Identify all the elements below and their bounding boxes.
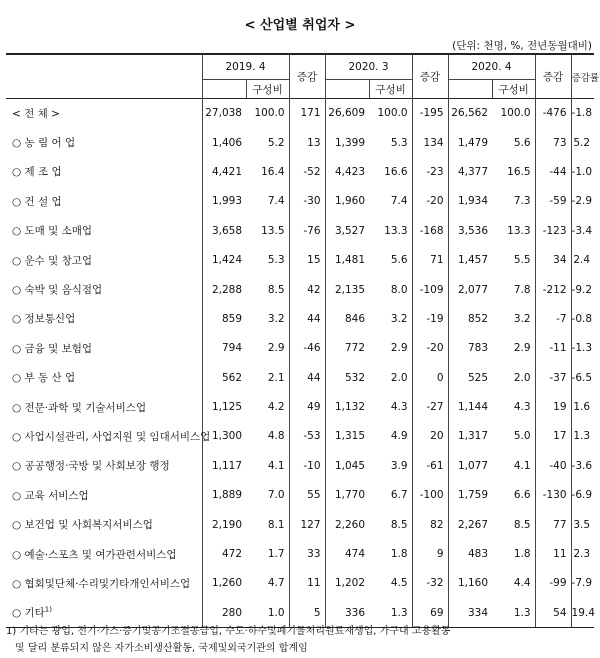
value-cell: 1,960 xyxy=(325,187,369,216)
value-cell: 1,317 xyxy=(448,422,492,451)
value-cell: 1,889 xyxy=(202,481,246,510)
industry-label: ○ 정보통신업 xyxy=(12,313,76,326)
value-cell: 2,260 xyxy=(325,510,369,539)
value-cell: 16.4 xyxy=(261,165,285,178)
value-cell: 100.0 xyxy=(377,107,408,120)
value-cell: 4.1 xyxy=(513,459,531,472)
value-cell: -30 xyxy=(289,187,325,216)
value-cell: 73 xyxy=(535,128,571,157)
value-cell: 4.1 xyxy=(267,459,285,472)
value-cell: 9 xyxy=(412,539,448,568)
value-cell: 7.3 xyxy=(513,195,531,208)
value-cell: -44 xyxy=(535,157,571,186)
value-cell: 1,424 xyxy=(202,245,246,274)
value-cell: -37 xyxy=(535,363,571,392)
value-cell: 1.6 xyxy=(571,392,594,421)
value-cell: 49 xyxy=(289,392,325,421)
value-cell: 4.7 xyxy=(267,577,285,590)
value-cell: 27,038 xyxy=(202,99,246,128)
value-cell: -23 xyxy=(412,157,448,186)
value-cell: 54 xyxy=(535,598,571,627)
industry-label: ○ 협회및단체·수리및기타개인서비스업 xyxy=(12,577,191,590)
value-cell: 1,260 xyxy=(202,569,246,598)
industry-label: ○ 농 림 어 업 xyxy=(12,137,76,150)
value-cell: 8.5 xyxy=(390,518,408,531)
industry-label: ○ 예술·스포츠 및 여가관련서비스업 xyxy=(12,548,177,561)
value-cell: -0.8 xyxy=(571,304,594,333)
value-cell: 13.3 xyxy=(507,224,531,237)
table-row xyxy=(6,363,594,392)
industry-label: < 전 체 > xyxy=(12,107,60,120)
table-row xyxy=(6,422,594,451)
value-cell: -53 xyxy=(289,422,325,451)
value-cell: 846 xyxy=(325,304,369,333)
value-cell: -1.3 xyxy=(571,334,594,363)
value-cell: 7.4 xyxy=(267,195,285,208)
industry-label: ○ 건 설 업 xyxy=(12,195,62,208)
industry-label: ○ 보건업 및 사회복지서비스업 xyxy=(12,519,153,532)
value-cell: 8.0 xyxy=(390,283,408,296)
change-header: 증감 xyxy=(535,54,571,99)
value-cell: -76 xyxy=(289,216,325,245)
value-cell: -32 xyxy=(412,569,448,598)
value-cell: -3.6 xyxy=(571,451,594,480)
value-cell: 280 xyxy=(202,598,246,627)
value-cell: 44 xyxy=(289,304,325,333)
value-cell: 2.9 xyxy=(513,342,531,355)
table-row xyxy=(6,539,594,568)
value-cell: -99 xyxy=(535,569,571,598)
table-row xyxy=(6,304,594,333)
value-cell: 15 xyxy=(289,245,325,274)
value-cell: 1,045 xyxy=(325,451,369,480)
share-header: 구성비 xyxy=(369,80,412,99)
value-cell: 483 xyxy=(448,539,492,568)
value-cell: 8.5 xyxy=(513,518,531,531)
value-cell: 1,144 xyxy=(448,392,492,421)
value-cell: 1,125 xyxy=(202,392,246,421)
value-cell: 1,315 xyxy=(325,422,369,451)
value-cell: -61 xyxy=(412,451,448,480)
value-cell: 474 xyxy=(325,539,369,568)
share-header: 구성비 xyxy=(246,80,289,99)
table-row xyxy=(6,451,594,480)
value-cell: 1,479 xyxy=(448,128,492,157)
value-cell: 82 xyxy=(412,510,448,539)
value-cell: 532 xyxy=(325,363,369,392)
value-cell: 2.1 xyxy=(267,371,285,384)
page-title: < 산업별 취업자 > xyxy=(244,18,356,33)
value-cell: 0 xyxy=(412,363,448,392)
value-cell: 69 xyxy=(412,598,448,627)
value-cell: -10 xyxy=(289,451,325,480)
value-cell: -20 xyxy=(412,187,448,216)
value-cell: 100.0 xyxy=(500,107,531,120)
value-cell: -123 xyxy=(535,216,571,245)
value-cell: 2.4 xyxy=(571,245,594,274)
table-row xyxy=(6,99,594,128)
value-cell: 44 xyxy=(289,363,325,392)
table-row xyxy=(6,187,594,216)
value-cell: 5.2 xyxy=(267,136,285,149)
value-cell: 1,406 xyxy=(202,128,246,157)
value-cell: 5.5 xyxy=(513,254,531,267)
value-cell: 6.7 xyxy=(390,489,408,502)
value-cell: -6.5 xyxy=(571,363,594,392)
employment-table xyxy=(6,53,600,628)
value-cell: 1.8 xyxy=(513,548,531,561)
value-cell: 3,527 xyxy=(325,216,369,245)
period-header: 2019. 4 xyxy=(202,54,289,80)
value-cell: 1,202 xyxy=(325,569,369,598)
value-cell: 1.3 xyxy=(571,422,594,451)
industry-label: ○ 도매 및 소매업 xyxy=(12,225,93,238)
value-cell: -7 xyxy=(535,304,571,333)
value-cell: 34 xyxy=(535,245,571,274)
value-cell: 525 xyxy=(448,363,492,392)
value-cell: 26,609 xyxy=(325,99,369,128)
value-cell: 2.9 xyxy=(267,342,285,355)
value-cell: 3,536 xyxy=(448,216,492,245)
value-cell: 772 xyxy=(325,334,369,363)
value-cell: 4.4 xyxy=(513,577,531,590)
value-cell: 4,377 xyxy=(448,157,492,186)
industry-label: ○ 전문·과학 및 기술서비스업 xyxy=(12,401,147,414)
value-cell: 4.5 xyxy=(390,577,408,590)
value-cell: 859 xyxy=(202,304,246,333)
value-cell: -6.9 xyxy=(571,481,594,510)
unit-label: (단위: 천명, %, 전년동월대비) xyxy=(452,40,592,52)
footnote-line: 및 달리 분류되지 않은 자가소비생산활동, 국제및외국기관의 합계임 xyxy=(15,643,308,654)
value-cell: 4.8 xyxy=(267,430,285,443)
value-cell: -40 xyxy=(535,451,571,480)
value-cell: 7.4 xyxy=(390,195,408,208)
value-cell: 16.6 xyxy=(384,165,408,178)
value-cell: 5.3 xyxy=(390,136,408,149)
value-cell: 13.3 xyxy=(384,224,408,237)
value-cell: -20 xyxy=(412,334,448,363)
table-row xyxy=(6,392,594,421)
value-cell: 852 xyxy=(448,304,492,333)
value-cell: 794 xyxy=(202,334,246,363)
value-cell: 2.0 xyxy=(513,371,531,384)
value-cell: 4.3 xyxy=(390,401,408,414)
table-row xyxy=(6,275,594,304)
value-cell: 1.3 xyxy=(369,598,412,627)
table-row xyxy=(6,245,594,274)
value-cell: -1.8 xyxy=(571,99,594,128)
value-cell: 5.6 xyxy=(390,254,408,267)
change-header: 증감 xyxy=(289,54,325,99)
value-cell: 26,562 xyxy=(448,99,492,128)
industry-label: ○ 기타$^{1)}$ xyxy=(6,598,202,627)
industry-label: ○ 제 조 업 xyxy=(12,166,62,179)
value-cell: 100.0 xyxy=(254,107,285,120)
value-cell: 2,135 xyxy=(325,275,369,304)
value-cell: 6.6 xyxy=(513,489,531,502)
rate-header: 증감률 xyxy=(571,54,594,99)
table-row xyxy=(6,216,594,245)
industry-label: ○ 숙박 및 음식점업 xyxy=(12,284,103,297)
value-cell: 4.9 xyxy=(390,430,408,443)
value-cell: 2.0 xyxy=(390,371,408,384)
value-cell: 8.5 xyxy=(267,283,285,296)
value-cell: -195 xyxy=(412,99,448,128)
value-cell: 16.5 xyxy=(507,165,531,178)
value-cell: -9.2 xyxy=(571,275,594,304)
value-cell: 13 xyxy=(289,128,325,157)
value-cell: 1.0 xyxy=(246,598,289,627)
value-cell: 42 xyxy=(289,275,325,304)
value-cell: 562 xyxy=(202,363,246,392)
value-cell: 5.0 xyxy=(513,430,531,443)
value-cell: -1.0 xyxy=(571,157,594,186)
value-cell: -27 xyxy=(412,392,448,421)
value-cell: -46 xyxy=(289,334,325,363)
value-cell: 2.9 xyxy=(390,342,408,355)
value-cell: 134 xyxy=(412,128,448,157)
value-cell: 2,077 xyxy=(448,275,492,304)
industry-label: ○ 부 동 산 업 xyxy=(12,372,76,385)
value-cell: 4.2 xyxy=(267,401,285,414)
value-cell: 1,770 xyxy=(325,481,369,510)
value-cell: 1,934 xyxy=(448,187,492,216)
value-cell: 1,300 xyxy=(202,422,246,451)
value-cell: -130 xyxy=(535,481,571,510)
value-cell: 2,267 xyxy=(448,510,492,539)
table-row xyxy=(6,334,594,363)
value-cell: 77 xyxy=(535,510,571,539)
value-cell: 33 xyxy=(289,539,325,568)
value-cell: 2,288 xyxy=(202,275,246,304)
value-cell: 472 xyxy=(202,539,246,568)
industry-label: ○ 운수 및 창고업 xyxy=(12,254,93,267)
value-cell: 334 xyxy=(448,598,492,627)
value-cell: 1,457 xyxy=(448,245,492,274)
table-row xyxy=(6,481,594,510)
value-cell: 5.3 xyxy=(267,254,285,267)
value-cell: 1,117 xyxy=(202,451,246,480)
value-cell: 1,399 xyxy=(325,128,369,157)
value-cell: -52 xyxy=(289,157,325,186)
footnote-line: 1) 기타는 광업, 전기·가스·증기및공기조절공급업, 수도·하수및폐기물처리원료재생업, 가구내 고용활동 xyxy=(6,626,451,637)
value-cell: 4,423 xyxy=(325,157,369,186)
industry-label: ○ 공공행정·국방 및 사회보장 행정 xyxy=(12,460,170,473)
industry-label: ○ 사업시설관리, 사업지원 및 임대서비스업 xyxy=(12,430,211,443)
value-cell: 7.8 xyxy=(513,283,531,296)
value-cell: 3.2 xyxy=(390,312,408,325)
value-cell: 5.2 xyxy=(571,128,594,157)
value-cell: 1,993 xyxy=(202,187,246,216)
table-row xyxy=(6,510,594,539)
value-cell: 1.3 xyxy=(492,598,535,627)
value-cell: 127 xyxy=(289,510,325,539)
period-header: 2020. 4 xyxy=(448,54,535,80)
value-cell: -19 xyxy=(412,304,448,333)
value-cell: 11 xyxy=(535,539,571,568)
value-cell: -100 xyxy=(412,481,448,510)
value-cell: 4,421 xyxy=(202,157,246,186)
value-cell: 11 xyxy=(289,569,325,598)
value-cell: 1.7 xyxy=(267,548,285,561)
value-cell: -212 xyxy=(535,275,571,304)
value-cell: 3,658 xyxy=(202,216,246,245)
value-cell: 8.1 xyxy=(267,518,285,531)
value-cell: 783 xyxy=(448,334,492,363)
value-cell: 1,077 xyxy=(448,451,492,480)
value-cell: -3.4 xyxy=(571,216,594,245)
label-header xyxy=(6,54,202,99)
value-cell: 71 xyxy=(412,245,448,274)
value-cell: 336 xyxy=(325,598,369,627)
value-cell: 171 xyxy=(289,99,325,128)
value-cell: 2,190 xyxy=(202,510,246,539)
change-header: 증감 xyxy=(412,54,448,99)
value-cell: -7.9 xyxy=(571,569,594,598)
value-cell: 1.8 xyxy=(390,548,408,561)
value-cell: -168 xyxy=(412,216,448,245)
value-cell: 17 xyxy=(535,422,571,451)
value-cell: 55 xyxy=(289,481,325,510)
value-cell: 7.0 xyxy=(267,489,285,502)
value-cell: -476 xyxy=(535,99,571,128)
period-header: 2020. 3 xyxy=(325,54,412,80)
value-cell: 20 xyxy=(412,422,448,451)
table-row xyxy=(6,569,594,598)
value-cell: 3.9 xyxy=(390,459,408,472)
value-cell: 1,759 xyxy=(448,481,492,510)
footnote xyxy=(6,623,594,657)
value-cell: 3.2 xyxy=(267,312,285,325)
value-cell: -109 xyxy=(412,275,448,304)
industry-label: ○ 금융 및 보험업 xyxy=(12,342,93,355)
value-cell: 4.3 xyxy=(513,401,531,414)
value-cell: 19 xyxy=(535,392,571,421)
value-cell: 3.2 xyxy=(513,312,531,325)
industry-label: ○ 교육 서비스업 xyxy=(12,489,89,502)
value-cell: 13.5 xyxy=(261,224,285,237)
value-cell: 1,132 xyxy=(325,392,369,421)
value-cell: 1,160 xyxy=(448,569,492,598)
table-row xyxy=(6,157,594,186)
value-cell: 1,481 xyxy=(325,245,369,274)
share-header: 구성비 xyxy=(492,80,535,99)
value-cell: -2.9 xyxy=(571,187,594,216)
value-cell: 3.5 xyxy=(571,510,594,539)
value-cell: 5.6 xyxy=(513,136,531,149)
value-cell: 19.4 xyxy=(571,598,594,627)
table-row xyxy=(6,128,594,157)
value-cell: -59 xyxy=(535,187,571,216)
value-cell: 2.3 xyxy=(571,539,594,568)
value-cell: -11 xyxy=(535,334,571,363)
value-cell: 5 xyxy=(289,598,325,627)
